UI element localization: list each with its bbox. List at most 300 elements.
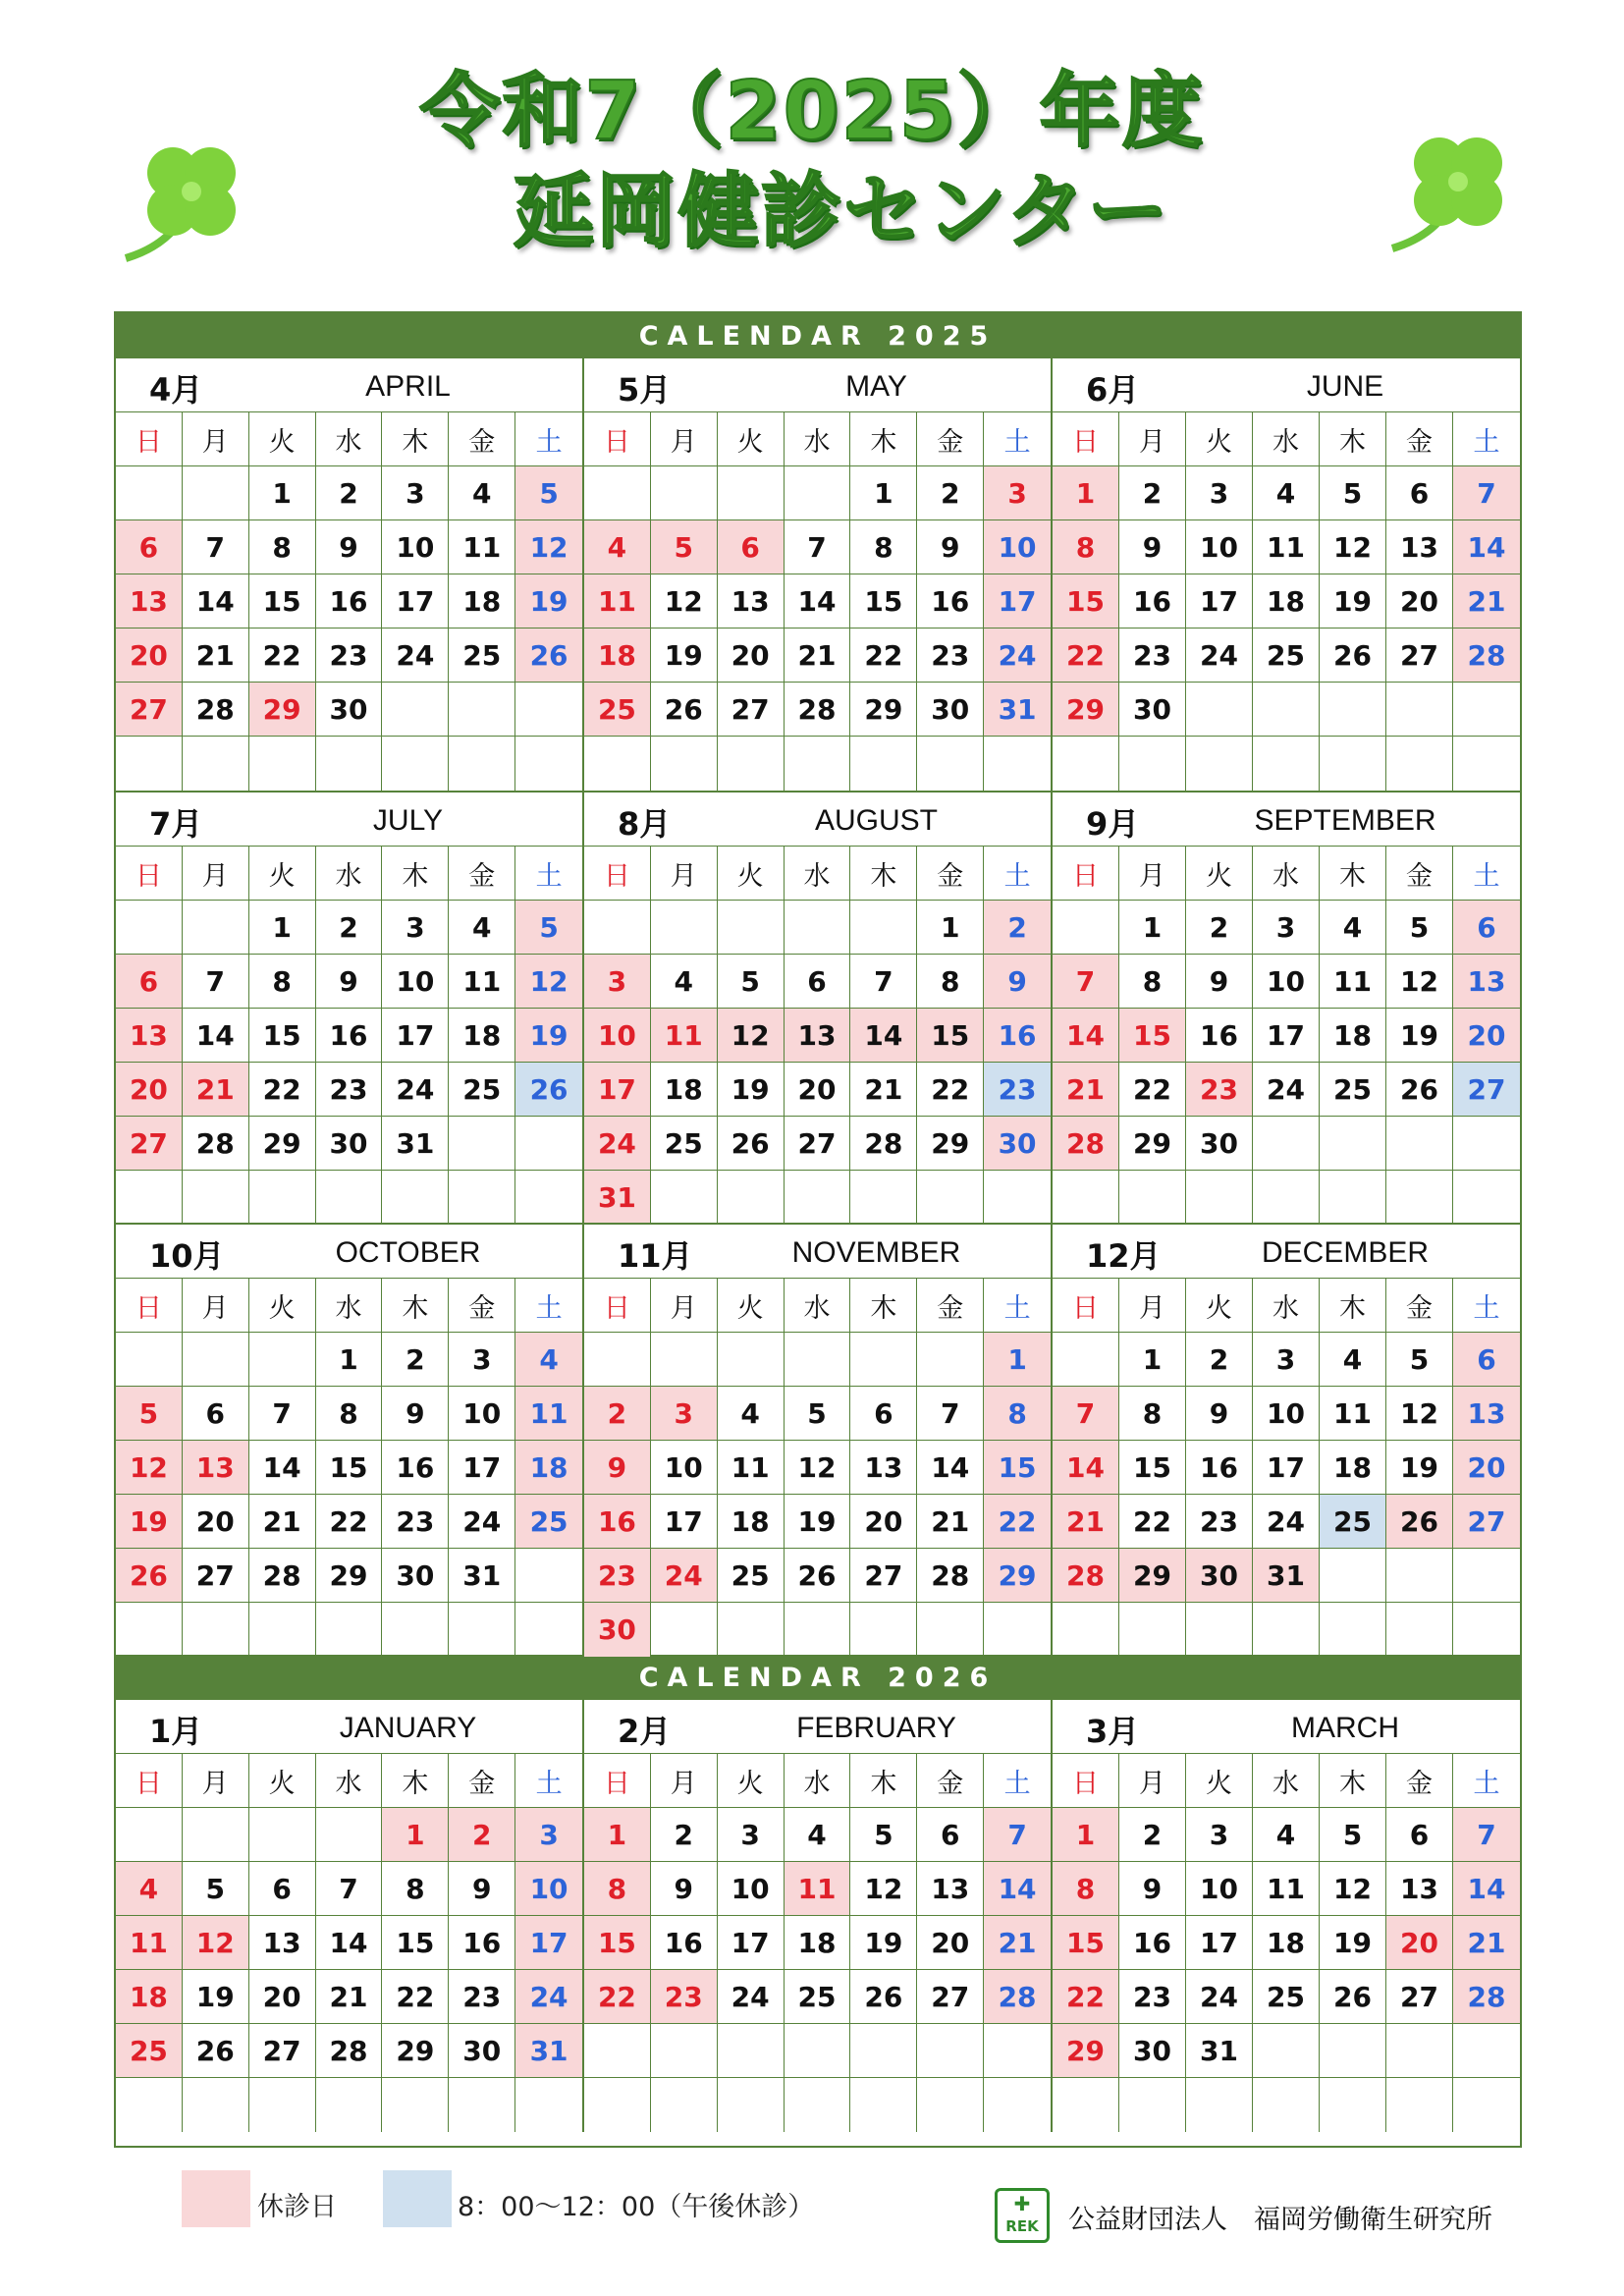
- empty-cell: [183, 901, 249, 955]
- day-cell: 10: [1253, 1387, 1320, 1441]
- day-cell: 31: [1253, 1549, 1320, 1603]
- day-cell: 4: [1253, 1808, 1320, 1862]
- day-cell: 28: [984, 1970, 1051, 2024]
- day-cell: 19: [718, 1063, 785, 1117]
- empty-cell: [515, 683, 582, 737]
- empty-cell: [850, 1171, 917, 1225]
- empty-cell: [116, 901, 183, 955]
- day-cell: 30: [1186, 1549, 1253, 1603]
- month-grid: [584, 1279, 1051, 1657]
- month-en-label: JUNE: [1306, 370, 1384, 403]
- day-cell: 15: [984, 1441, 1051, 1495]
- day-cell: 25: [1320, 1495, 1386, 1549]
- weekday-header: 木: [1320, 847, 1386, 901]
- day-cell: 17: [984, 574, 1051, 629]
- empty-cell: [316, 2078, 383, 2132]
- day-cell: 3: [584, 955, 651, 1009]
- empty-cell: [850, 1333, 917, 1387]
- calendar-banner: CALENDAR 2026: [116, 1655, 1520, 1700]
- empty-cell: [651, 2024, 718, 2078]
- day-cell: 8: [584, 1862, 651, 1916]
- day-cell: 5: [515, 901, 582, 955]
- day-cell: 21: [984, 1916, 1051, 1970]
- day-cell: 10: [718, 1862, 785, 1916]
- weekday-header: 金: [917, 1754, 984, 1808]
- day-cell: 18: [449, 574, 515, 629]
- weekday-header: 水: [785, 412, 851, 466]
- weekday-header: 土: [1453, 412, 1520, 466]
- day-cell: 23: [984, 1063, 1051, 1117]
- day-cell: 20: [116, 1063, 183, 1117]
- day-cell: 11: [584, 574, 651, 629]
- weekday-header: 水: [316, 1279, 383, 1333]
- day-cell: 9: [584, 1441, 651, 1495]
- empty-cell: [785, 1333, 851, 1387]
- empty-cell: [1253, 737, 1320, 791]
- clover-icon: [116, 126, 263, 273]
- day-cell: 18: [584, 629, 651, 683]
- day-cell: 30: [1119, 683, 1186, 737]
- empty-cell: [984, 2024, 1051, 2078]
- month-december: [1053, 1223, 1520, 1655]
- day-cell: 8: [249, 520, 316, 574]
- weekday-header: 木: [1320, 1754, 1386, 1808]
- day-cell: 9: [316, 955, 383, 1009]
- day-cell: 14: [1053, 1441, 1119, 1495]
- day-cell: 23: [1186, 1063, 1253, 1117]
- day-cell: 28: [1053, 1549, 1119, 1603]
- empty-cell: [584, 466, 651, 520]
- day-cell: 1: [1119, 1333, 1186, 1387]
- day-cell: 14: [1453, 1862, 1520, 1916]
- day-cell: 6: [1453, 1333, 1520, 1387]
- day-cell: 30: [1119, 2024, 1186, 2078]
- month-header: [1053, 793, 1520, 847]
- empty-cell: [183, 737, 249, 791]
- weekday-header: 火: [249, 412, 316, 466]
- weekday-header: 火: [249, 1279, 316, 1333]
- weekday-header: 月: [1119, 847, 1186, 901]
- empty-cell: [515, 1117, 582, 1171]
- day-cell: 11: [1253, 520, 1320, 574]
- empty-cell: [584, 737, 651, 791]
- empty-cell: [718, 1171, 785, 1225]
- day-cell: 2: [1186, 901, 1253, 955]
- day-cell: 30: [584, 1603, 651, 1657]
- weekday-header: 木: [382, 412, 449, 466]
- day-cell: 9: [1119, 520, 1186, 574]
- empty-cell: [116, 1603, 183, 1657]
- day-cell: 6: [183, 1387, 249, 1441]
- month-header: [584, 793, 1051, 847]
- empty-cell: [785, 2078, 851, 2132]
- day-cell: 24: [382, 629, 449, 683]
- day-cell: 21: [850, 1063, 917, 1117]
- rek-logo: ✚ REK: [995, 2188, 1050, 2243]
- day-cell: 17: [382, 574, 449, 629]
- day-cell: 2: [984, 901, 1051, 955]
- day-cell: 21: [1053, 1495, 1119, 1549]
- weekday-header: 土: [984, 847, 1051, 901]
- day-cell: 13: [785, 1009, 851, 1063]
- day-cell: 5: [1320, 466, 1386, 520]
- day-cell: 22: [1053, 629, 1119, 683]
- day-cell: 22: [850, 629, 917, 683]
- day-cell: 29: [1119, 1117, 1186, 1171]
- day-cell: 4: [651, 955, 718, 1009]
- month-grid: [116, 412, 582, 791]
- weekday-header: 金: [917, 1279, 984, 1333]
- month-april: [116, 358, 584, 791]
- weekday-header: 土: [984, 1279, 1051, 1333]
- weekday-header: 木: [382, 1754, 449, 1808]
- empty-cell: [1320, 737, 1386, 791]
- day-cell: 13: [1386, 520, 1453, 574]
- day-cell: 5: [651, 520, 718, 574]
- weekday-header: 日: [116, 847, 183, 901]
- day-cell: 24: [449, 1495, 515, 1549]
- day-cell: 24: [515, 1970, 582, 2024]
- empty-cell: [116, 1333, 183, 1387]
- day-cell: 18: [651, 1063, 718, 1117]
- empty-cell: [917, 2024, 984, 2078]
- day-cell: 15: [249, 1009, 316, 1063]
- day-cell: 16: [984, 1009, 1051, 1063]
- day-cell: 8: [1119, 1387, 1186, 1441]
- weekday-header: 水: [785, 1279, 851, 1333]
- empty-cell: [718, 466, 785, 520]
- empty-cell: [449, 737, 515, 791]
- day-cell: 16: [1186, 1009, 1253, 1063]
- day-cell: 16: [382, 1441, 449, 1495]
- day-cell: 20: [1453, 1441, 1520, 1495]
- day-cell: 2: [584, 1387, 651, 1441]
- day-cell: 26: [651, 683, 718, 737]
- day-cell: 20: [116, 629, 183, 683]
- organization-name: 公益財団法人 福岡労働衛生研究所: [1068, 2205, 1492, 2235]
- day-cell: 7: [183, 520, 249, 574]
- empty-cell: [785, 1171, 851, 1225]
- month-october: [116, 1223, 584, 1655]
- weekday-header: 火: [718, 1754, 785, 1808]
- month-grid: [584, 1754, 1051, 2132]
- day-cell: 23: [316, 1063, 383, 1117]
- day-cell: 9: [917, 520, 984, 574]
- weekday-header: 火: [1186, 412, 1253, 466]
- empty-cell: [1053, 1333, 1119, 1387]
- empty-cell: [1253, 683, 1320, 737]
- day-cell: 4: [116, 1862, 183, 1916]
- day-cell: 17: [1186, 1916, 1253, 1970]
- month-jp-label: 6月: [1086, 371, 1140, 409]
- month-header: [1053, 1700, 1520, 1754]
- empty-cell: [1386, 737, 1453, 791]
- day-cell: 4: [1320, 901, 1386, 955]
- month-august: [584, 791, 1053, 1223]
- day-cell: 29: [249, 683, 316, 737]
- weekday-header: 木: [850, 412, 917, 466]
- day-cell: 28: [850, 1117, 917, 1171]
- day-cell: 4: [785, 1808, 851, 1862]
- empty-cell: [515, 737, 582, 791]
- day-cell: 19: [850, 1916, 917, 1970]
- day-cell: 5: [718, 955, 785, 1009]
- empty-cell: [1186, 683, 1253, 737]
- empty-cell: [1453, 2078, 1520, 2132]
- day-cell: 16: [1119, 1916, 1186, 1970]
- day-cell: 6: [1386, 1808, 1453, 1862]
- day-cell: 28: [316, 2024, 383, 2078]
- empty-cell: [316, 1603, 383, 1657]
- empty-cell: [651, 901, 718, 955]
- weekday-header: 火: [1186, 847, 1253, 901]
- day-cell: 14: [183, 574, 249, 629]
- weekday-header: 日: [116, 412, 183, 466]
- weekday-header: 日: [116, 1279, 183, 1333]
- empty-cell: [718, 901, 785, 955]
- empty-cell: [1253, 1603, 1320, 1657]
- empty-cell: [1453, 683, 1520, 737]
- day-cell: 2: [382, 1333, 449, 1387]
- weekday-header: 水: [1253, 412, 1320, 466]
- day-cell: 28: [1453, 629, 1520, 683]
- empty-cell: [651, 737, 718, 791]
- weekday-header: 金: [1386, 412, 1453, 466]
- empty-cell: [249, 2078, 316, 2132]
- day-cell: 21: [1453, 1916, 1520, 1970]
- day-cell: 3: [718, 1808, 785, 1862]
- empty-cell: [382, 683, 449, 737]
- day-cell: 1: [917, 901, 984, 955]
- weekday-header: 月: [651, 847, 718, 901]
- day-cell: 15: [249, 574, 316, 629]
- day-cell: 25: [515, 1495, 582, 1549]
- empty-cell: [382, 1603, 449, 1657]
- day-cell: 6: [917, 1808, 984, 1862]
- day-cell: 12: [651, 574, 718, 629]
- day-cell: 21: [1053, 1063, 1119, 1117]
- day-cell: 28: [183, 683, 249, 737]
- day-cell: 3: [382, 466, 449, 520]
- empty-cell: [1119, 737, 1186, 791]
- day-cell: 24: [651, 1549, 718, 1603]
- day-cell: 13: [917, 1862, 984, 1916]
- day-cell: 14: [1453, 520, 1520, 574]
- month-january: [116, 1700, 584, 2132]
- empty-cell: [382, 737, 449, 791]
- month-en-label: APRIL: [365, 370, 451, 403]
- day-cell: 2: [651, 1808, 718, 1862]
- day-cell: 25: [449, 1063, 515, 1117]
- day-cell: 19: [1320, 574, 1386, 629]
- empty-cell: [1453, 2024, 1520, 2078]
- title-line-1: 令和7（2025）年度: [419, 65, 1205, 158]
- day-cell: 16: [584, 1495, 651, 1549]
- empty-cell: [917, 1603, 984, 1657]
- weekday-header: 木: [850, 1279, 917, 1333]
- day-cell: 7: [785, 520, 851, 574]
- empty-cell: [382, 2078, 449, 2132]
- day-cell: 17: [1253, 1441, 1320, 1495]
- day-cell: 30: [984, 1117, 1051, 1171]
- day-cell: 10: [1186, 520, 1253, 574]
- day-cell: 18: [515, 1441, 582, 1495]
- month-grid: [116, 1279, 582, 1657]
- day-cell: 26: [183, 2024, 249, 2078]
- day-cell: 21: [785, 629, 851, 683]
- day-cell: 18: [1253, 1916, 1320, 1970]
- weekday-header: 水: [1253, 847, 1320, 901]
- day-cell: 27: [1453, 1063, 1520, 1117]
- day-cell: 3: [1253, 901, 1320, 955]
- day-cell: 24: [1186, 629, 1253, 683]
- empty-cell: [1253, 1117, 1320, 1171]
- day-cell: 31: [1186, 2024, 1253, 2078]
- month-grid: [584, 847, 1051, 1225]
- day-cell: 3: [449, 1333, 515, 1387]
- empty-cell: [1320, 1603, 1386, 1657]
- weekday-header: 火: [1186, 1279, 1253, 1333]
- month-jp-label: 3月: [1086, 1713, 1140, 1750]
- weekday-header: 水: [785, 1754, 851, 1808]
- day-cell: 20: [1386, 1916, 1453, 1970]
- day-cell: 25: [449, 629, 515, 683]
- day-cell: 9: [449, 1862, 515, 1916]
- empty-cell: [183, 466, 249, 520]
- day-cell: 2: [449, 1808, 515, 1862]
- day-cell: 11: [515, 1387, 582, 1441]
- day-cell: 15: [382, 1916, 449, 1970]
- weekday-header: 土: [1453, 1279, 1520, 1333]
- day-cell: 5: [1320, 1808, 1386, 1862]
- day-cell: 2: [1186, 1333, 1253, 1387]
- weekday-header: 土: [1453, 847, 1520, 901]
- day-cell: 6: [1453, 901, 1520, 955]
- day-cell: 10: [449, 1387, 515, 1441]
- weekday-header: 水: [316, 847, 383, 901]
- day-cell: 5: [1386, 1333, 1453, 1387]
- day-cell: 24: [718, 1970, 785, 2024]
- day-cell: 27: [785, 1117, 851, 1171]
- empty-cell: [584, 901, 651, 955]
- day-cell: 12: [1320, 520, 1386, 574]
- month-may: [584, 358, 1053, 791]
- day-cell: 12: [515, 955, 582, 1009]
- day-cell: 22: [584, 1970, 651, 2024]
- empty-cell: [249, 1171, 316, 1225]
- empty-cell: [1053, 1603, 1119, 1657]
- day-cell: 29: [316, 1549, 383, 1603]
- month-jp-label: 7月: [149, 805, 203, 843]
- month-en-label: JULY: [372, 804, 444, 837]
- empty-cell: [116, 2078, 183, 2132]
- day-cell: 23: [584, 1549, 651, 1603]
- day-cell: 3: [1186, 466, 1253, 520]
- month-grid: [1053, 1279, 1520, 1657]
- month-november: [584, 1223, 1053, 1655]
- day-cell: 11: [1320, 1387, 1386, 1441]
- weekday-header: 水: [785, 847, 851, 901]
- weekday-header: 月: [651, 412, 718, 466]
- day-cell: 8: [917, 955, 984, 1009]
- month-february: [584, 1700, 1053, 2132]
- empty-cell: [1053, 2078, 1119, 2132]
- day-cell: 13: [718, 574, 785, 629]
- day-cell: 20: [917, 1916, 984, 1970]
- empty-cell: [651, 1603, 718, 1657]
- day-cell: 28: [183, 1117, 249, 1171]
- weekday-header: 月: [183, 847, 249, 901]
- day-cell: 15: [316, 1441, 383, 1495]
- day-cell: 29: [1053, 2024, 1119, 2078]
- day-cell: 29: [1119, 1549, 1186, 1603]
- empty-cell: [316, 737, 383, 791]
- day-cell: 12: [850, 1862, 917, 1916]
- empty-cell: [449, 683, 515, 737]
- day-cell: 26: [515, 629, 582, 683]
- day-cell: 21: [917, 1495, 984, 1549]
- day-cell: 11: [449, 520, 515, 574]
- weekday-header: 日: [1053, 847, 1119, 901]
- day-cell: 27: [116, 1117, 183, 1171]
- day-cell: 20: [850, 1495, 917, 1549]
- day-cell: 3: [1186, 1808, 1253, 1862]
- month-header: [1053, 358, 1520, 412]
- day-cell: 28: [785, 683, 851, 737]
- weekday-header: 日: [1053, 1279, 1119, 1333]
- weekday-header: 土: [515, 412, 582, 466]
- day-cell: 19: [183, 1970, 249, 2024]
- month-header: [584, 1700, 1051, 1754]
- weekday-header: 火: [1186, 1754, 1253, 1808]
- day-cell: 23: [449, 1970, 515, 2024]
- empty-cell: [1320, 2078, 1386, 2132]
- weekday-header: 土: [1453, 1754, 1520, 1808]
- day-cell: 24: [382, 1063, 449, 1117]
- day-cell: 11: [449, 955, 515, 1009]
- empty-cell: [1119, 2078, 1186, 2132]
- empty-cell: [515, 1171, 582, 1225]
- weekday-header: 金: [1386, 847, 1453, 901]
- weekday-header: 水: [316, 412, 383, 466]
- day-cell: 22: [249, 629, 316, 683]
- day-cell: 16: [917, 574, 984, 629]
- month-en-label: NOVEMBER: [791, 1236, 961, 1269]
- day-cell: 30: [1186, 1117, 1253, 1171]
- day-cell: 3: [382, 901, 449, 955]
- day-cell: 8: [249, 955, 316, 1009]
- day-cell: 1: [249, 901, 316, 955]
- empty-cell: [984, 737, 1051, 791]
- empty-cell: [249, 1603, 316, 1657]
- day-cell: 16: [316, 1009, 383, 1063]
- day-cell: 17: [515, 1916, 582, 1970]
- month-en-label: JANUARY: [339, 1712, 477, 1744]
- empty-cell: [515, 2078, 582, 2132]
- weekday-header: 木: [1320, 1279, 1386, 1333]
- day-cell: 27: [183, 1549, 249, 1603]
- weekday-header: 土: [515, 1279, 582, 1333]
- day-cell: 6: [116, 520, 183, 574]
- day-cell: 31: [515, 2024, 582, 2078]
- day-cell: 18: [785, 1916, 851, 1970]
- day-cell: 19: [785, 1495, 851, 1549]
- day-cell: 1: [382, 1808, 449, 1862]
- day-cell: 8: [984, 1387, 1051, 1441]
- day-cell: 7: [984, 1808, 1051, 1862]
- day-cell: 25: [1253, 1970, 1320, 2024]
- day-cell: 15: [1053, 1916, 1119, 1970]
